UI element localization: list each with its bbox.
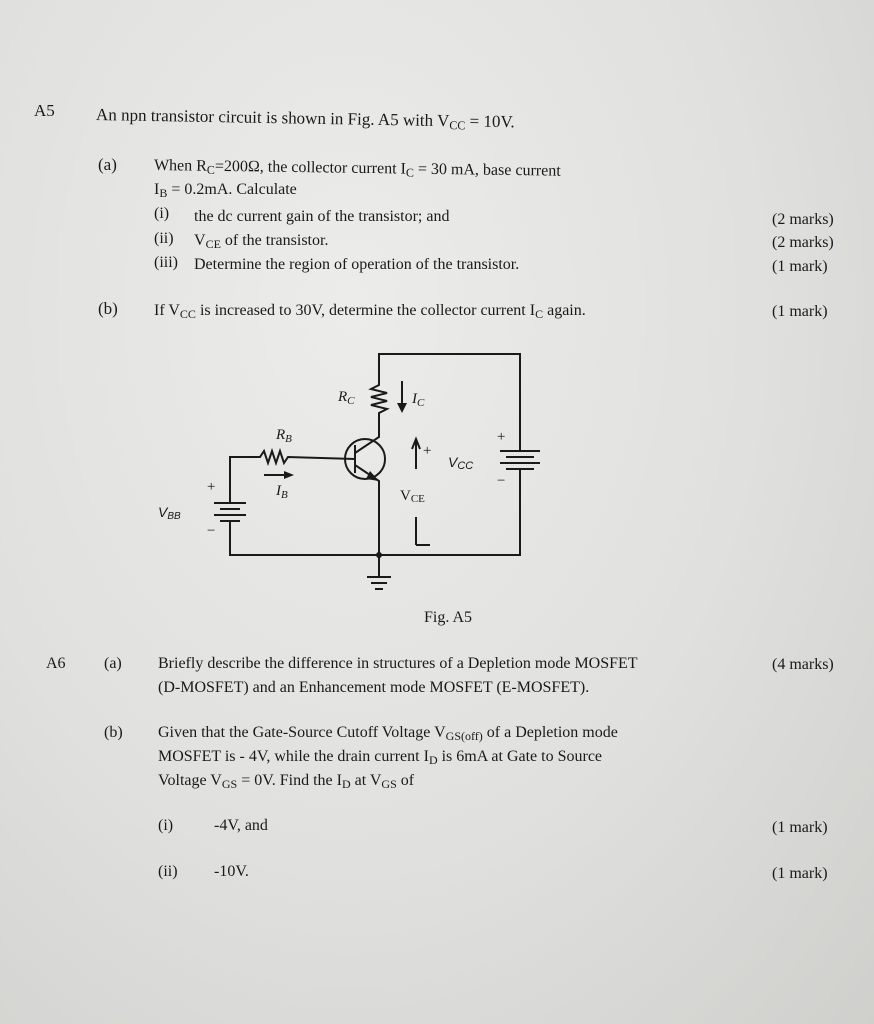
a6-b-line2: MOSFET is - 4V, while the drain current $I_D$ is 6mA at Gate to Source [158, 748, 603, 767]
resistor-rc [371, 382, 387, 433]
vce-plus: + [422, 443, 433, 459]
a5-a-line1: When $R_C=200\Omega$, the collector current $I_C = 30$ mA, base current [153, 157, 561, 180]
question-number-a6: A6 [46, 655, 66, 672]
a6-b-item-text-i: -4V, and [214, 817, 268, 834]
label-vbb: VBB [158, 504, 181, 522]
a6-b-item-num-ii: (ii) [158, 863, 178, 880]
wire-top [379, 354, 520, 433]
circuit-figure-a5 [150, 345, 550, 605]
label-rb: $R_B$ [276, 427, 292, 445]
label-rc: $R_C$ [338, 389, 355, 407]
a6-part-a-label: (a) [104, 655, 122, 672]
question-number-a5: A5 [34, 101, 55, 120]
vcc-minus: − [496, 473, 507, 489]
wire-bottom [230, 521, 379, 555]
a6-a-line1: Briefly describe the difference in structures of a Depletion mode MOSFET [158, 655, 638, 672]
a6-b-line1: Given that the Gate-Source Cutoff Voltage $V_{GS(off)}$ of a Depletion mode [158, 724, 618, 743]
a6-b-marks-ii: (1 mark) [772, 865, 828, 882]
a6-part-b-label: (b) [104, 724, 123, 741]
a5-a-item-text-iii: Determine the region of operation of the transistor. [194, 256, 520, 273]
a5-a-marks-ii: (2 marks) [772, 234, 834, 251]
a6-b-line3: Voltage $V_{GS} = 0V$. Find the $I_D$ at $V_{GS}$ of [158, 772, 415, 791]
a5-a-item-num-i: (i) [154, 205, 170, 222]
a6-a-line2: (D-MOSFET) and an Enhancement mode MOSFET (E-MOSFET). [158, 679, 590, 696]
a6-a-marks: (4 marks) [772, 656, 834, 673]
a5-a-item-num-iii: (iii) [154, 254, 178, 271]
figure-caption: Fig. A5 [424, 609, 473, 626]
label-ic: $I_C$ [412, 391, 425, 409]
a5-a-marks-iii: (1 mark) [772, 258, 828, 275]
label-vcc: VCC [448, 454, 474, 472]
a6-b-item-text-ii: -10V. [214, 863, 249, 880]
vbb-plus: + [206, 479, 217, 495]
a6-b-item-num-i: (i) [158, 817, 174, 834]
a5-b-marks: (1 mark) [772, 303, 828, 320]
vcc-plus: + [496, 429, 507, 445]
a5-a-item-text-ii: $V_{CE}$ of the transistor. [194, 232, 329, 251]
label-vce: VCE [400, 488, 425, 505]
a5-b-text: If $V_{CC}$ is increased to 30V, determine the collector current $I_C$ again. [154, 302, 586, 321]
ic-arrow-head [397, 403, 407, 413]
label-ib: $I_B$ [276, 483, 288, 501]
resistor-rb [230, 451, 355, 485]
a5-intro: An npn transistor circuit is shown in Fig. A5 with $V_{CC} = 10V$. [95, 105, 515, 133]
a5-part-a-label: (a) [98, 155, 117, 174]
a6-b-marks-i: (1 mark) [772, 819, 828, 836]
a5-a-item-text-i: the dc current gain of the transistor; and [194, 208, 450, 225]
a5-a-marks-i: (2 marks) [772, 211, 834, 228]
a5-part-b-label: (b) [98, 299, 118, 318]
a5-a-item-num-ii: (ii) [154, 230, 174, 247]
a5-a-line2: $I_B = 0.2mA$. Calculate [154, 181, 297, 200]
ib-arrow-head [284, 471, 294, 479]
vbb-minus: − [206, 523, 217, 539]
